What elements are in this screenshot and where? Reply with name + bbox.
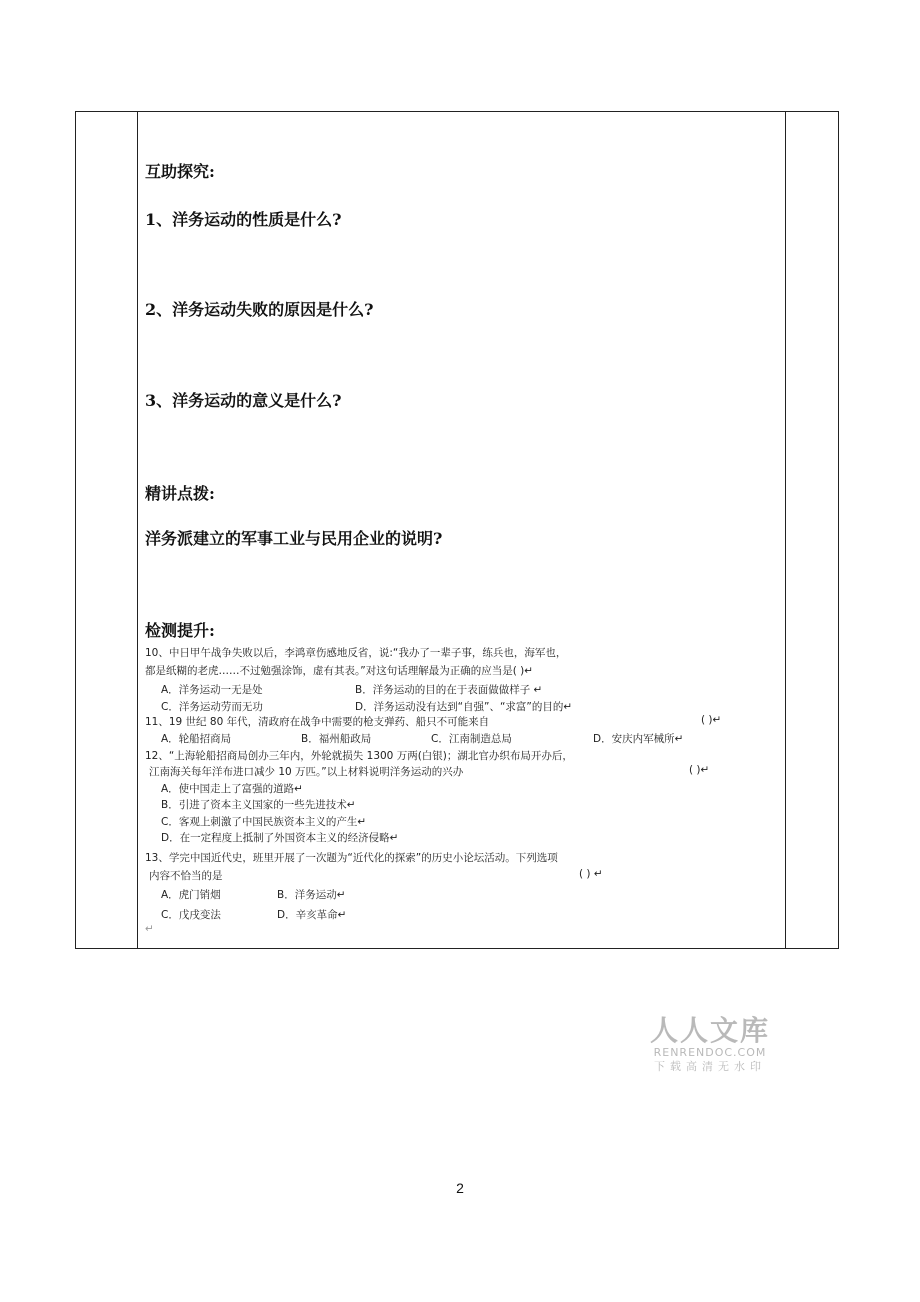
question-3: 3、洋务运动的意义是什么? xyxy=(145,391,342,410)
q11-bracket: ( )↵ xyxy=(701,714,722,726)
q10-option-d: D．洋务运动没有达到“自强”、“求富”的目的↵ xyxy=(355,701,573,713)
question-2: 2、洋务运动失败的原因是什么? xyxy=(145,300,374,319)
q12-bracket: ( )↵ xyxy=(689,764,710,776)
watermark-logo xyxy=(648,1016,772,1074)
q13-line-2: 内容不恰当的是 xyxy=(149,870,223,882)
q11-option-a: A．轮船招商局 xyxy=(161,733,232,745)
q13-option-d: D．辛亥革命↵ xyxy=(277,909,347,921)
q10-line-2: 都是纸糊的老虎……不过勉强涂饰，虚有其表。”对这句话理解最为正确的应当是( )↵ xyxy=(145,665,534,677)
end-mark: ↵ xyxy=(145,923,154,935)
table-divider-right xyxy=(785,112,786,948)
q13-line-1: 13、学完中国近代史，班里开展了一次题为“近代化的探索”的历史小论坛活动。下列选项 xyxy=(145,852,558,864)
watermark-title: 人人文库 xyxy=(649,1014,770,1047)
watermark-subtitle: 下载高清无水印 xyxy=(654,1060,766,1073)
watermark-url: RENRENDOC.COM xyxy=(653,1046,767,1059)
q11-line-1: 11、19 世纪 80 年代，清政府在战争中需要的枪支弹药、船只不可能来自 xyxy=(145,716,490,728)
table-divider-left xyxy=(137,112,138,948)
q12-option-b: B．引进了资本主义国家的一些先进技术↵ xyxy=(161,799,356,811)
q11-option-c: C．江南制造总局 xyxy=(431,733,512,745)
mutual-help-heading: 互助探究: xyxy=(145,162,215,181)
q12-option-a: A．使中国走上了富强的道路↵ xyxy=(161,783,303,795)
q10-option-b: B．洋务运动的目的在于表面做做样子 ↵ xyxy=(355,684,543,696)
lecture-question: 洋务派建立的军事工业与民用企业的说明? xyxy=(145,529,443,548)
q13-option-c: C．戊戌变法 xyxy=(161,909,221,921)
q13-option-b: B．洋务运动↵ xyxy=(277,889,346,901)
q10-line-1: 10、中日甲午战争失败以后，李鸿章伤感地反省，说:“我办了一辈子事，练兵也，海军也， xyxy=(145,647,567,659)
q12-option-d: D．在一定程度上抵制了外国资本主义的经济侵略↵ xyxy=(161,832,399,844)
q10-option-c: C．洋务运动劳而无功 xyxy=(161,701,263,713)
test-heading: 检测提升: xyxy=(145,621,215,640)
q13-option-a: A．虎门销烟 xyxy=(161,889,221,901)
q12-line-1: 12、“上海轮船招商局创办三年内，外轮就损失 1300 万两(白银)；湖北官办织布局开办后， xyxy=(145,750,573,762)
q13-bracket: ( ) ↵ xyxy=(579,868,603,880)
question-1: 1、洋务运动的性质是什么? xyxy=(145,210,342,229)
q12-option-c: C．客观上刺激了中国民族资本主义的产生↵ xyxy=(161,816,367,828)
page-number: 2 xyxy=(456,1180,464,1196)
q12-line-2: 江南海关每年洋布进口减少 10 万匹。”以上材料说明洋务运动的兴办 xyxy=(149,766,464,778)
q11-option-d: D．安庆内军械所↵ xyxy=(593,733,684,745)
lecture-heading: 精讲点拨: xyxy=(145,484,215,503)
q11-option-b: B．福州船政局 xyxy=(301,733,372,745)
q10-option-a: A．洋务运动一无是处 xyxy=(161,684,263,696)
